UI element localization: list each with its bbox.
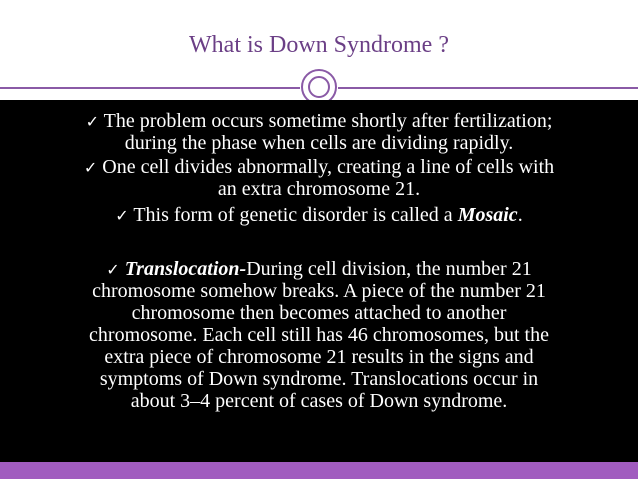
checkmark-icon: ✓ <box>85 112 99 131</box>
bullet-4-line-2: chromosome somehow breaks. A piece of the number 21 <box>92 280 546 302</box>
bullet-3 <box>0 204 638 227</box>
slide-title: What is Down Syndrome ? <box>189 32 449 58</box>
bullet-4-line-6: symptoms of Down syndrome. Translocations occur in <box>99 368 539 390</box>
checkmark-icon: ✓ <box>115 206 129 225</box>
bullet-2-line-2: an extra chromosome 21. <box>217 178 421 200</box>
bullet-4-line-5: extra piece of chromosome 21 results in the signs and <box>104 346 534 368</box>
bullet-4-line-7: about 3–4 percent of cases of Down syndrome. <box>130 390 508 412</box>
bottom-accent-bar <box>0 462 638 479</box>
translocation-term: Translocation- <box>124 258 247 280</box>
mosaic-term: Mosaic <box>457 204 518 226</box>
bullet-4-line-4: chromosome. Each cell still has 46 chromosomes, but the <box>89 324 549 346</box>
content-panel <box>0 100 638 462</box>
title-area <box>0 0 638 90</box>
checkmark-icon: ✓ <box>106 260 120 279</box>
circle-ornament-inner <box>308 76 330 98</box>
bullet-text: The problem occurs sometime shortly after fertilization; <box>103 110 553 132</box>
bullet-2-line-1 <box>0 156 638 179</box>
checkmark-icon: ✓ <box>83 158 98 177</box>
bullet-1-line-1 <box>0 110 638 133</box>
bullet-4-line-3: chromosome then becomes attached to another <box>131 302 507 324</box>
bullet-text: One cell divides abnormally, creating a line of cells with <box>102 156 555 178</box>
bullet-text: This form of genetic disorder is called a <box>133 204 458 226</box>
bullet-1-line-2: during the phase when cells are dividing rapidly. <box>124 132 514 154</box>
bullet-text: During cell division, the number 21 <box>246 258 532 280</box>
bullet-4-line-1 <box>0 258 638 281</box>
divider-right <box>338 87 638 89</box>
divider-left <box>0 87 300 89</box>
bullet-text-end: . <box>517 204 523 226</box>
